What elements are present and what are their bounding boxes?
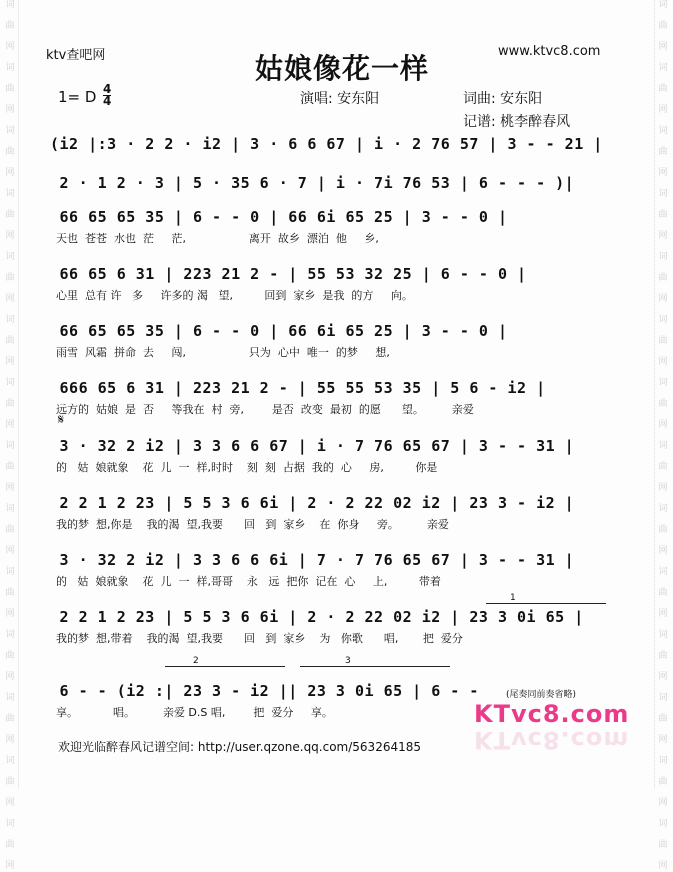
side-watermark-char: 词 <box>5 0 15 10</box>
right-side-watermark <box>654 0 671 871</box>
volta-2-bracket <box>165 666 285 667</box>
notation-row: 2 2 1 2 23 | 5 5 3 6 6i | 2 · 2 22 02 i2 | 23 3 0i 65 | <box>50 608 584 626</box>
side-watermark-char: 曲 <box>5 336 15 346</box>
side-watermark-char: 词 <box>658 189 668 199</box>
side-watermark-char: 曲 <box>658 84 668 94</box>
left-side-watermark <box>2 0 19 871</box>
side-watermark-char: 词 <box>658 567 668 577</box>
side-watermark-char: 网 <box>658 420 668 430</box>
side-watermark-char: 网 <box>658 105 668 115</box>
side-watermark-char: 曲 <box>658 210 668 220</box>
side-watermark-char: 曲 <box>5 399 15 409</box>
side-watermark-char: 词 <box>5 819 15 829</box>
side-watermark-char: 词 <box>5 567 15 577</box>
side-watermark-char: 网 <box>5 609 15 619</box>
side-watermark-char: 曲 <box>658 714 668 724</box>
lyrics-row: 我的梦 想,带着 我的渴 望,我要 回 到 家乡 为 你歌 唱, 把 爱分 <box>56 632 463 645</box>
side-watermark-char: 曲 <box>658 525 668 535</box>
side-watermark-char: 词 <box>658 315 668 325</box>
song-title: 姑娘像花一样 <box>255 52 430 85</box>
lyrics-row: 的 姑 娘就象 花 儿 一 样,时时 刻 刻 占据 我的 心 房, 你是 <box>56 461 438 474</box>
notation-row: 3 · 32 2 i2 | 3 3 6 6 67 | i · 7 76 65 67 | 3 - - 31 | <box>50 437 575 455</box>
side-watermark-char: 词 <box>5 630 15 640</box>
volta-1-bracket <box>486 603 606 604</box>
side-watermark-char: 网 <box>5 168 15 178</box>
time-signature <box>103 84 111 107</box>
notation-row: 3 · 32 2 i2 | 3 3 6 6 6i | 7 · 7 76 65 67 | 3 - - 31 | <box>50 551 575 569</box>
ending-note: (尾奏同前奏省略) <box>506 690 577 700</box>
side-watermark-char: 网 <box>5 420 15 430</box>
side-watermark-char: 网 <box>5 231 15 241</box>
side-watermark-char: 词 <box>5 252 15 262</box>
side-watermark-char: 网 <box>5 357 15 367</box>
side-watermark-char: 曲 <box>5 777 15 787</box>
side-watermark-char: 词 <box>5 756 15 766</box>
side-watermark-char: 词 <box>658 378 668 388</box>
side-watermark-char: 曲 <box>5 588 15 598</box>
lyrics-row: 我的梦 想,你是 我的渴 望,我要 回 到 家乡 在 你身 旁。 亲爱 <box>56 518 449 531</box>
lyrics-row: 雨雪 风霜 拼命 去 闯, 只为 心中 唯一 的梦 想, <box>56 346 390 359</box>
side-watermark-char: 网 <box>658 42 668 52</box>
side-watermark-char: 网 <box>658 672 668 682</box>
side-watermark-char: 网 <box>658 231 668 241</box>
side-watermark-char: 曲 <box>658 777 668 787</box>
side-watermark-char: 词 <box>5 693 15 703</box>
site-url-right: www.ktvc8.com <box>498 44 601 59</box>
side-watermark-char: 网 <box>5 861 15 871</box>
lyrics-row: 心里 总有 许 多 许多的 渴 望, 回到 家乡 是我 的方 向。 <box>56 289 413 302</box>
side-watermark-char: 曲 <box>5 462 15 472</box>
side-watermark-char: 曲 <box>658 273 668 283</box>
side-watermark-char: 曲 <box>5 273 15 283</box>
side-watermark-char: 曲 <box>5 651 15 661</box>
side-watermark-char: 词 <box>658 126 668 136</box>
notation-row: (i2 |:3 · 2 2 · i2 | 3 · 6 6 67 | i · 2 76 57 | 3 - - 21 | <box>50 135 603 153</box>
transcriber-credit: 记谱: 桃李醉春风 <box>463 114 571 130</box>
side-watermark-char: 曲 <box>5 84 15 94</box>
side-watermark-char: 词 <box>5 378 15 388</box>
side-watermark-char: 词 <box>5 315 15 325</box>
key-signature: 1= D <box>58 88 97 106</box>
side-watermark-char: 词 <box>5 63 15 73</box>
segno-sign: 𝄋 <box>58 412 65 428</box>
notation-row: 66 65 65 35 | 6 - - 0 | 66 6i 65 25 | 3 - - 0 | <box>50 322 508 340</box>
side-watermark-char: 网 <box>658 357 668 367</box>
volta-2-label: 2 <box>193 656 199 666</box>
side-watermark-char: 网 <box>5 798 15 808</box>
side-watermark-char: 网 <box>5 672 15 682</box>
side-watermark-char: 曲 <box>658 147 668 157</box>
lyrics-row: 的 姑 娘就象 花 儿 一 样,哥哥 永 远 把你 记在 心 上, 带着 <box>56 575 441 588</box>
side-watermark-char: 词 <box>658 504 668 514</box>
notation-row: 2 · 1 2 · 3 | 5 · 35 6 · 7 | i · 7i 76 53 | 6 - - - )| <box>50 174 575 192</box>
side-watermark-char: 网 <box>5 42 15 52</box>
side-watermark-char: 词 <box>658 63 668 73</box>
volta-3-bracket <box>300 666 450 667</box>
lyrics-row: 享。 唱。 亲爱 D.S 唱, 把 爱分 享。 <box>56 706 333 719</box>
side-watermark-char: 网 <box>658 735 668 745</box>
side-watermark-char: 词 <box>5 126 15 136</box>
lyrics-row: 天也 苍苍 水也 茫 茫, 离开 故乡 漂泊 他 乡, <box>56 232 379 245</box>
side-watermark-char: 网 <box>5 735 15 745</box>
side-watermark-char: 曲 <box>658 840 668 850</box>
side-watermark-char: 网 <box>5 483 15 493</box>
side-watermark-char: 曲 <box>658 21 668 31</box>
side-watermark-char: 词 <box>658 252 668 262</box>
side-watermark-char: 网 <box>658 861 668 871</box>
side-watermark-char: 曲 <box>658 651 668 661</box>
side-watermark-char: 曲 <box>658 588 668 598</box>
notation-row: 66 65 65 35 | 6 - - 0 | 66 6i 65 25 | 3 - - 0 | <box>50 208 508 226</box>
side-watermark-char: 词 <box>658 819 668 829</box>
composer-credit: 词曲: 安东阳 <box>463 91 543 107</box>
notation-row: 66 65 6 31 | 223 21 2 - | 55 53 32 25 | 6 - - 0 | <box>50 265 527 283</box>
watermark-reflection: KTvc8.com <box>474 726 630 754</box>
side-watermark-char: 网 <box>658 294 668 304</box>
side-watermark-char: 网 <box>5 105 15 115</box>
side-watermark-char: 词 <box>658 0 668 10</box>
side-watermark-char: 网 <box>658 798 668 808</box>
side-watermark-char: 词 <box>658 693 668 703</box>
side-watermark-char: 词 <box>658 756 668 766</box>
notation-row: 666 65 6 31 | 223 21 2 - | 55 55 53 35 | 5 6 - i2 | <box>50 379 546 397</box>
singer-credit: 演唱: 安东阳 <box>300 91 380 107</box>
notation-row: 2 2 1 2 23 | 5 5 3 6 6i | 2 · 2 22 02 i2 | 23 3 - i2 | <box>50 494 575 512</box>
side-watermark-char: 网 <box>658 609 668 619</box>
side-watermark-char: 网 <box>5 294 15 304</box>
volta-3-label: 3 <box>345 656 351 666</box>
side-watermark-char: 网 <box>5 546 15 556</box>
side-watermark-char: 曲 <box>658 462 668 472</box>
side-watermark-char: 词 <box>5 441 15 451</box>
side-watermark-char: 曲 <box>5 210 15 220</box>
side-watermark-char: 曲 <box>5 147 15 157</box>
side-watermark-char: 词 <box>658 441 668 451</box>
footer-link[interactable]: 欢迎光临醉春风记谱空间: http://user.qzone.qq.com/563264185 <box>58 740 422 754</box>
side-watermark-char: 网 <box>658 546 668 556</box>
site-name-left: ktv查吧网 <box>46 48 106 63</box>
side-watermark-char: 曲 <box>5 840 15 850</box>
lyrics-row: 远方的 姑娘 是 否 等我在 村 旁, 是否 改变 最初 的愿 望。 亲爱 <box>56 403 474 416</box>
side-watermark-char: 曲 <box>5 21 15 31</box>
time-top: 4 <box>103 82 112 96</box>
side-watermark-char: 词 <box>5 189 15 199</box>
side-watermark-char: 曲 <box>5 525 15 535</box>
side-watermark-char: 词 <box>658 630 668 640</box>
watermark-logo: KTvc8.com <box>474 700 630 728</box>
notation-row: 6 - - (i2 :| 23 3 - i2 || 23 3 0i 65 | 6 - - <box>50 682 479 700</box>
time-bottom: 4 <box>103 94 112 108</box>
side-watermark-char: 词 <box>5 504 15 514</box>
side-watermark-char: 网 <box>658 168 668 178</box>
side-watermark-char: 曲 <box>658 399 668 409</box>
volta-1-label: 1 <box>510 593 516 603</box>
side-watermark-char: 曲 <box>5 714 15 724</box>
side-watermark-char: 网 <box>658 483 668 493</box>
side-watermark-char: 曲 <box>658 336 668 346</box>
